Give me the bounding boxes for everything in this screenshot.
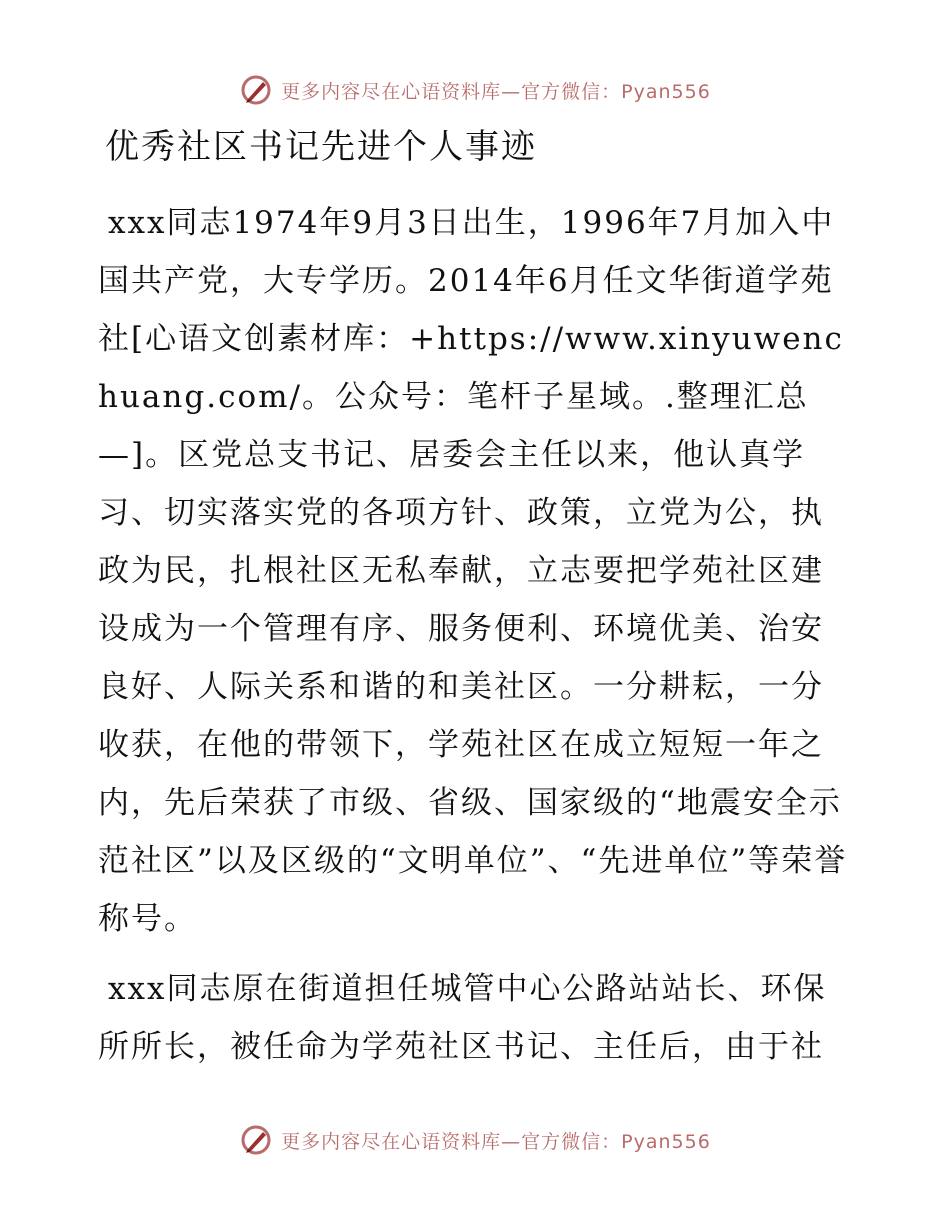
pen-circle-logo-icon: [239, 1123, 273, 1157]
footer-watermark-text: 更多内容尽在心语资料库—官方微信：Pyan556: [281, 1130, 711, 1153]
header-watermark-text: 更多内容尽在心语资料库—官方微信：Pyan556: [281, 80, 711, 103]
document-body: [98, 194, 850, 1084]
pen-circle-logo-icon: [239, 73, 273, 107]
footer-watermark-banner: [0, 1120, 950, 1160]
header-watermark-banner: [0, 70, 950, 110]
paragraph-1: xxx同志1974年9月3日出生，1996年7月加入中国共产党，大专学历。2014年6月任文华街道学苑社[心语文创素材库：+https://www.xinyuwenchuang.com/。公众号：笔杆子星域。.整理汇总—]。区党总支书记、居委会主任以来，他认真学习、切实落实党的各项方针、政策，立党为公，执政为民，扎根社区无私奉献，立志要把学苑社区建设成为一个管理有序、服务便利、环境优美、治安良好、人际关系和谐的和美社区。一分耕耘，一分收获，在他的带领下，学苑社区在成立短短一年之内，先后荣获了市级、省级、国家级的“地震安全示范社区”以及区级的“文明单位”、“先进单位”等荣誉称号。: [98, 205, 848, 937]
document-title: 优秀社区书记先进个人事迹: [105, 127, 537, 167]
paragraph-2: xxx同志原在街道担任城管中心公路站站长、环保所所长，被任命为学苑社区书记、主任后，由于社: [98, 971, 827, 1065]
